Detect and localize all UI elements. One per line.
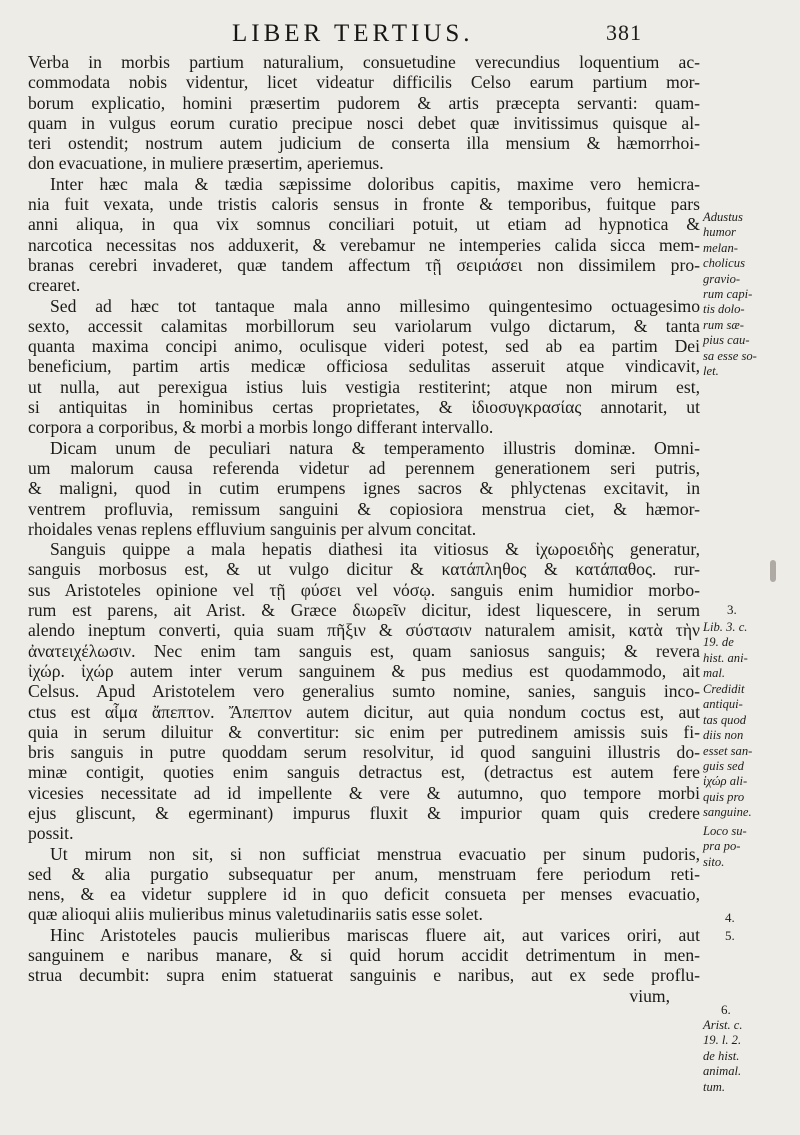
text-line: Celsus. Apud Aristotelem vero generalius sumto nomine, sanies, sanguis inco- [28,681,700,702]
text-line: Dicam unum de peculiari natura & temperamento illustris dominæ. Omni- [50,437,700,458]
note-line: tis dolo- [703,302,745,317]
text-line: quæ alioqui aliis mulieribus minus valetudinariis satis esse solet. [28,904,483,925]
note-line: animal. [703,1064,742,1079]
text-line: rhoidales venas replens effluvium sanguinis per alvum concitat. [28,518,477,539]
note-line: 19. de [703,635,734,650]
text-line: nia fuit vexata, unde tristis caloris sensus in fronte & temporibus, fuitque pars [28,194,700,215]
text-line: bris sanguis in putre quoddam serum resolvitur, id quod sanguini illustris do- [28,742,700,763]
text-line: & maligni, quod in cutim erumpens ignes sacros & phlyctenas excitavit, in [28,478,700,499]
running-title: LIBER TERTIUS. [232,20,474,47]
text-line: Sanguis quippe a mala hepatis diathesi ita vitiosus & ἰχωροειδὴς generatur, [50,539,700,560]
text-line: ut nulla, aut perexigua istius luis vestigia restiterint; atque non mirum est, [28,376,700,397]
text-line: nens, & ea videtur supplere id in quo deficit consueta per menses evacuatio, [28,884,700,905]
text-line: rum est parens, ait Arist. & Græce διωρεῖν dicitur, idest liquescere, in serum [28,600,700,621]
note-line: cholicus [703,256,745,271]
text-line: ctus est αἷμα ἄπεπτον. Ἄπεπτον autem dicitur, aut quia nondum coctus est, aut [28,701,700,722]
note-line: quis pro [703,789,745,804]
text-line: vicesies necessitate ad id impellente & vere & autumno, quo tempore morbi [28,782,700,803]
margin-note [703,824,797,870]
text-line: Hinc Aristoteles paucis mulieribus mariscas fluere ait, aut varices oriri, aut [50,924,700,945]
note-line: 5. [725,928,735,943]
ink-stain [770,560,776,582]
margin-note-number [725,928,800,943]
note-line: sa esse so- [703,348,757,363]
note-line: sanguine. [703,805,752,820]
text-line: quam in vulgus eorum curatio precipue nosci debet quæ invitissimus quisque al- [28,112,700,133]
note-line: melan- [703,240,738,255]
margin-note-number [721,1002,800,1017]
text-line: commodata nobis videntur, licet videatur difficilis Celso earum partium mor- [28,72,700,93]
note-line: 6. [721,1002,731,1017]
note-line: diis non [703,728,744,743]
text-line: anni aliqua, in qua vix somnus conciliari potuit, ut etiam ad hypnotica & [28,214,700,235]
text-line: um malorum causa referenda videtur ad perennem generationem seri putris, [28,457,700,478]
note-line: pius cau- [703,333,750,348]
note-line: antiqui- [703,697,743,712]
note-line: de hist. [703,1048,740,1063]
note-line: gravio- [703,271,741,286]
text-line: Sed ad hæc tot tantaque mala anno millesimo quingentesimo octuagesimo [50,295,700,316]
text-line: sanguis morbosus est, & ut vulgo dicitur & κατάπληθος & κατάπαθος. rur- [28,559,700,580]
text-line: branas cerebri invaderet, quæ tandem affectum τῇ σειριάσει non dissimilem pro- [28,254,700,275]
note-line: esset san- [703,743,753,758]
text-line: sus Aristoteles opinione vel τῇ φύσει vel νόσῳ. sanguis enim humidior morbo- [28,579,700,600]
margin-note [703,620,797,682]
note-line: let. [703,364,719,379]
text-line: ventrem profluvia, remissum sanguini & copiosiora menstrua ciet, & hæmor- [28,498,700,519]
note-line: tas quod [703,712,747,727]
note-line: 19. l. 2. [703,1033,742,1048]
note-line: Arist. c. [703,1018,743,1032]
text-line: sexto, accessit calamitas morbillorum seu variolarum vulgo dictarum, & tanta [28,315,700,336]
text-line: ἰχώρ. ἰχώρ autem inter verum sanguinem & pus medius est quodammodo, ait [28,660,700,681]
text-line: narcotica necessitas nos adduxerit, & verebamur ne intemperies calida sicca mem- [28,234,700,255]
note-line: humor [703,225,736,240]
text-line: don evacuatione, in muliere præsertim, aperiemus. [28,153,384,174]
text-line: alendo ineptum converti, quia suam πῆξιν & σύστασιν naturalem amisit, κατὰ τὴν [28,620,700,641]
text-line: ejus gliscunt, & egerminant) impurus fluxit & impurior quam quis credere [28,802,700,823]
body-text [28,52,700,1006]
text-line: Verba in morbis partium naturalium, consuetudine verecundius loquentium ac- [28,52,700,72]
text-line: crearet. [28,275,81,296]
text-line: sed & alia purgatio subsequatur per anum, menstruam fere periodum reti- [28,863,700,884]
note-line: rum sæ- [703,317,744,332]
note-line: mal. [703,666,726,681]
note-line: 3. [727,602,737,617]
note-line: Loco su- [703,824,747,838]
note-line: tum. [703,1079,726,1094]
note-line: sito. [703,854,725,869]
margin-note-number [725,910,800,925]
text-line: Inter hæc mala & tædia sæpissime doloribus capitis, maxime vero hemicra- [50,173,700,194]
text-line: possit. [28,823,74,844]
text-line: ἀνατειχέλωσιν. Nec enim tam sanguis est, quam saniosus sanguis; & revera [28,640,700,661]
note-line: ἰχώρ ali- [703,774,748,789]
text-line: minæ contigit, quoties enim sanguis detractus est, (detractus est autem fere [28,762,700,783]
page-number: 381 [606,20,642,45]
margin-note [703,210,797,379]
text-line: teri ostendit; nostrum autem judicium de conserta illa mensium & hæmorrhoi- [28,133,700,154]
margin-note [703,1018,797,1095]
text-line: Ut mirum non sit, si non sufficiat menstrua evacuatio per sinum pudoris, [50,843,700,864]
margin-note [703,682,797,821]
note-line: pra po- [703,839,741,854]
note-line: rum capi- [703,287,753,302]
text-line: beneficium, partim artis medicæ officiosa sedulitas asseruit atque vindicavit, [28,356,700,377]
text-line: si antiquitas in hominibus certas proprietates, & ἰδιοσυγκρασίας annotarit, ut [28,397,700,418]
note-line: 4. [725,910,735,925]
note-line: Lib. 3. c. [703,620,748,634]
text-line: strua decumbit: supra enim statuerat sanguinis e naribus, aut ex sede proflu- [28,965,700,986]
margin-note-number [727,602,800,617]
text-line: quanta maxima concipi animo, oculisque videri potest, sed ab ea partim Dei [28,336,700,357]
text-line: borum explicatio, homini præsertim pudorem & artis præcepta servanti: quam- [28,92,700,113]
text-line: vium, [629,985,670,1006]
running-head [0,6,800,46]
text-line: quia in serum diluitur & convertitur: sic enim per putredinem amissis suis fi- [28,721,700,742]
text-line: sanguinem e naribus manare, & si quid horum accidit detrimentum in men- [28,945,700,966]
note-line: guis sed [703,759,744,774]
text-line: corpora a corporibus, & morbi a morbis longo differant intervallo. [28,417,494,438]
note-line: Credidit [703,682,745,696]
note-line: Adustus [703,210,743,224]
note-line: hist. ani- [703,650,748,665]
